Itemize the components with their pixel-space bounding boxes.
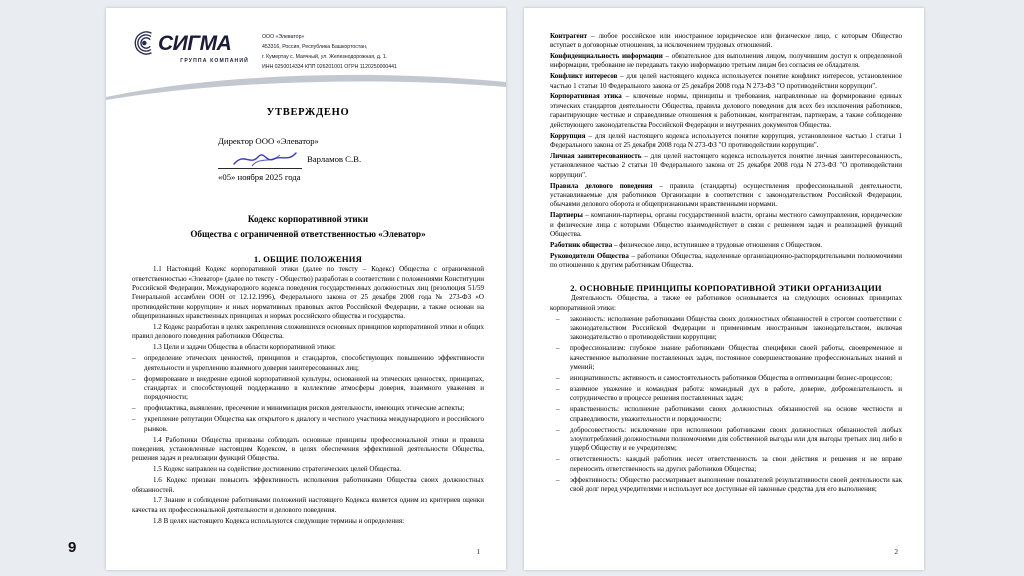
definition-item: [550, 32, 902, 51]
document-title-line-2: Общества с ограниченной ответственностью «Элеватор»: [190, 228, 426, 239]
definition-term: Конфиденциальность информации: [550, 51, 663, 60]
definition-term: Конфликт интересов: [550, 72, 618, 81]
definition-text: – любое российское или иностранное юридическое или физическое лицо, с которым Общество вступает в договорные отношения, за исключением трудовых отношений.: [550, 31, 902, 49]
bullet-item: – профилактика, выявление, пресечение и минимизация рисков деятельности, имеющих этические аспекты;: [132, 404, 484, 413]
logo-wordmark: СИГМА: [158, 31, 232, 55]
definition-term: Правила делового поведения: [550, 181, 653, 190]
address-line: ООО «Элеватор»: [262, 34, 305, 40]
definition-term: Коррупция: [550, 131, 586, 140]
definition-text: – работники Общества, наделенные организационно-распорядительными полномочиями по отношению к другим работникам Общества.: [550, 251, 903, 270]
definition-item: [550, 52, 902, 71]
definition-term: Личная заинтересованность: [550, 151, 642, 160]
definition-item: [550, 241, 902, 250]
paragraph-1-8: 1.8 В целях настоящего Кодекса используются следующие термины и определения:: [153, 516, 405, 525]
definition-term: Работник общества: [550, 241, 613, 250]
document-page-1: [106, 8, 506, 570]
definition-item: [550, 211, 902, 239]
section-heading-2: 2. ОСНОВНЫЕ ПРИНЦИПЫ КОРПОРАТИВНОЙ ЭТИКИ ОРГАНИЗАЦИИ: [570, 282, 882, 293]
document-title-line-1: Кодекс корпоративной этики: [247, 214, 369, 225]
definition-text: – для целей настоящего кодекса используется понятие коррупция, установленное частью 1 статьи 1 Федерального закона от 25 декабря 2008 года N 273-ФЗ "О противодействии коррупции".: [550, 131, 902, 149]
definition-item: [550, 92, 902, 130]
principle-item: – эффективность: Общество рассматривает выполнение показателей результативности своей деятельности как свой долг перед учредителями и использует все доступные ей законные средства для его выполнения;: [550, 476, 902, 495]
signature-rule: [218, 158, 302, 169]
principle-item: – инициативность: активность и самостоятельность работников Общества в оптимизации бизнес-процессов;: [550, 374, 902, 383]
principle-item: – законность: исполнение работниками Общества своих должностных обязанностей в строгом соответствии с законодательством Российской Федерации и применимым иностранным законодательством, включая законодательство о противодействии коррупции;: [550, 315, 902, 343]
signature-line: [218, 151, 484, 169]
definition-text: – для целей настоящего кодекса используется понятие конфликт интересов, установленное частью 1 статьи 10 Федерального закона от 25 декабря 2008 года N 273-ФЗ "О противодействии коррупции".: [550, 72, 902, 90]
paragraph-1-3: 1.3 Цели и задачи Общества в области корпоративной этики:: [153, 343, 336, 352]
definition-item: [550, 152, 902, 180]
paragraph-1-2: 1.2 Кодекс разработан в целях закрепления сложившихся основных принципов корпоративной этики и общих правил делового поведения работников Общества.: [132, 323, 484, 341]
letterhead-swoosh-divider: [106, 70, 506, 100]
paragraph-1-4: 1.4 Работники Общества призваны соблюдать основные принципы профессиональной этики и правила поведения, установленные настоящим Кодексом, в целях обеспечения эффективной деятельности Общества, решения задач и реализации функций Общества.: [132, 435, 484, 463]
definition-term: Партнеры: [550, 211, 583, 220]
definition-text: – для целей настоящего кодекса используется понятие личная заинтересованность, установленное частью 2 статьи 10 Федерального закона от 25 декабря 2008 года N 273-ФЗ "О противодействии коррупции".: [550, 151, 903, 179]
document-page-2: [524, 8, 924, 570]
bullet-item: – формирование и внедрение единой корпоративной культуры, основанной на этических ценностях, принципах, стандартах и способствующей поддержанию в коллективе атмосферы доверия, взаимного уважения и порядочности;: [132, 375, 484, 403]
address-line: ИНН 0250014334 КПП 026201001 ОГРН 1120250000441: [262, 63, 397, 70]
sigma-swirl-icon: [132, 30, 158, 56]
definition-term: Корпоративная этика: [550, 92, 622, 101]
definition-text: – правила (стандарты) осуществления профессиональной деятельности, устанавливаемые для работников Организации в соответствии с законодательством Российской Федерации, обычаями делового оборота и общепризнанными нравственными нормами.: [550, 181, 902, 209]
paragraph-1-1: 1.1 Настоящий Кодекс корпоративной этики (далее по тексту – Кодекс) Общества с ограниченной ответственностью «Элеватор» (далее по тексту - Общество) разработан в соответствии с положениями Конституции Российской Федерации, Международного кодекса поведения государственных должностных лиц (резолюция 51/59 Генеральной ассамблеи ООН от 12.12.1996), Федерального закона от 25 декабря 2008 года № 273-ФЗ «О противодействии коррупции» и иных нормативных правовых актов Российской Федерации, а также основан на общепризнанных нравственных принципах и нормах российского общества и государства.: [132, 265, 484, 321]
principle-item: – нравственность: исполнение работниками своих должностных обязанностей на основе честности и справедливости, уважительности и порядочности;: [550, 405, 902, 424]
principle-item: – ответственность: каждый работник несет ответственность за свои действия и решения и не вправе переносить ответственность на других работников Общества;: [550, 455, 902, 474]
definition-term: Руководители Общества: [550, 251, 629, 260]
approval-title: УТВЕРЖДЕНО: [266, 106, 350, 118]
signer-name: Варламов С.В.: [307, 153, 362, 164]
definition-text: – обязательное для выполнения лицом, получившим доступ к определенной информации, требование не передавать такую информацию третьим лицам без согласия ее обладателя.: [550, 51, 902, 70]
bullet-item: – определение этических ценностей, принципов и стандартов, способствующих повышению эффективности деятельности и укреплению взаимного доверия заинтересованных лиц;: [132, 354, 484, 373]
definition-item: [550, 132, 902, 151]
principle-item: – добросовестность: исключение при исполнении работниками своих должностных обязанностей любых злоупотреблений должностными полномочиями для собственной выгоды или для выгоды третьих лиц либо в ущерб Обществу и ее учредителям;: [550, 426, 902, 454]
definition-text: – физическое лицо, вступившее в трудовые отношения с Обществом.: [612, 241, 823, 250]
definition-term: Контрагент: [550, 31, 588, 40]
section-heading-1: 1. ОБЩИЕ ПОЛОЖЕНИЯ: [253, 253, 363, 264]
slide-number: 9: [68, 539, 77, 556]
approval-date: «05» ноября 2025 года: [218, 171, 301, 182]
paragraph-1-6: 1.6 Кодекс призван повысить эффективность исполнения работниками Общества своих должностных обязанностей.: [132, 476, 484, 494]
page-number: 1: [476, 548, 480, 556]
definition-text: – ключевые нормы, принципы и требования, направленные на формирование единых этических стандартов деятельности Общества, правила делового поведения для всех без исключения работников, гарантирующие честные и справедливые отношения к работникам, контрагентам, партнерам, а также соблюдение действующего законодательства Российской Федерации и внутренних документов Общества.: [550, 92, 902, 129]
bullet-item: – укрепление репутации Общества как открытого к диалогу и честного участника международного и российского рынков.: [132, 415, 484, 434]
approval-block: [132, 107, 484, 186]
definition-item: [550, 252, 902, 271]
address-line: 453316, Россия, Республика Башкортостан,: [262, 43, 368, 50]
definition-item: [550, 72, 902, 91]
letterhead: [132, 26, 484, 73]
section-2-intro: Деятельность Общества, а также ее работников основывается на следующих основных принципах корпоративной этики:: [550, 294, 902, 312]
page-number: 2: [894, 548, 898, 556]
document-title: [132, 212, 484, 240]
definition-item: [550, 182, 902, 210]
definition-text: – компании-партнеры, органы государственной власти, органы местного самоуправления, юридические и физические лица с которыми Общество взаимодействует в связи с решением задач и реализацией функций Общества.: [550, 211, 902, 239]
company-address: [262, 26, 397, 73]
paragraph-1-7: 1.7 Знание и соблюдение работниками положений настоящего Кодекса является одним из критериев оценки качества их профессиональной деятельности и делового поведения.: [132, 496, 484, 514]
company-logo: [132, 26, 250, 64]
paragraph-1-5: 1.5 Кодекс направлен на содействие достижению стратегических целей Общества.: [153, 465, 402, 474]
address-line: г. Кумертау с. Маячный, ул. Железнодорожная, д. 1.: [262, 53, 388, 60]
principle-item: – взаимное уважение и командная работа: командный дух в работе, доверие, доброжелательность и сотрудничество в процессе решения поставленных задач;: [550, 385, 902, 404]
principle-item: – профессионализм: глубокое знание работниками Общества специфики своей работы, своевременное и качественное выполнение поставленных задач, постоянное совершенствование профессиональных знаний и умений;: [550, 344, 902, 372]
approval-director: Директор ООО «Элеватор»: [218, 135, 319, 146]
logo-tagline: ГРУППА КОМПАНИЙ: [180, 58, 249, 64]
